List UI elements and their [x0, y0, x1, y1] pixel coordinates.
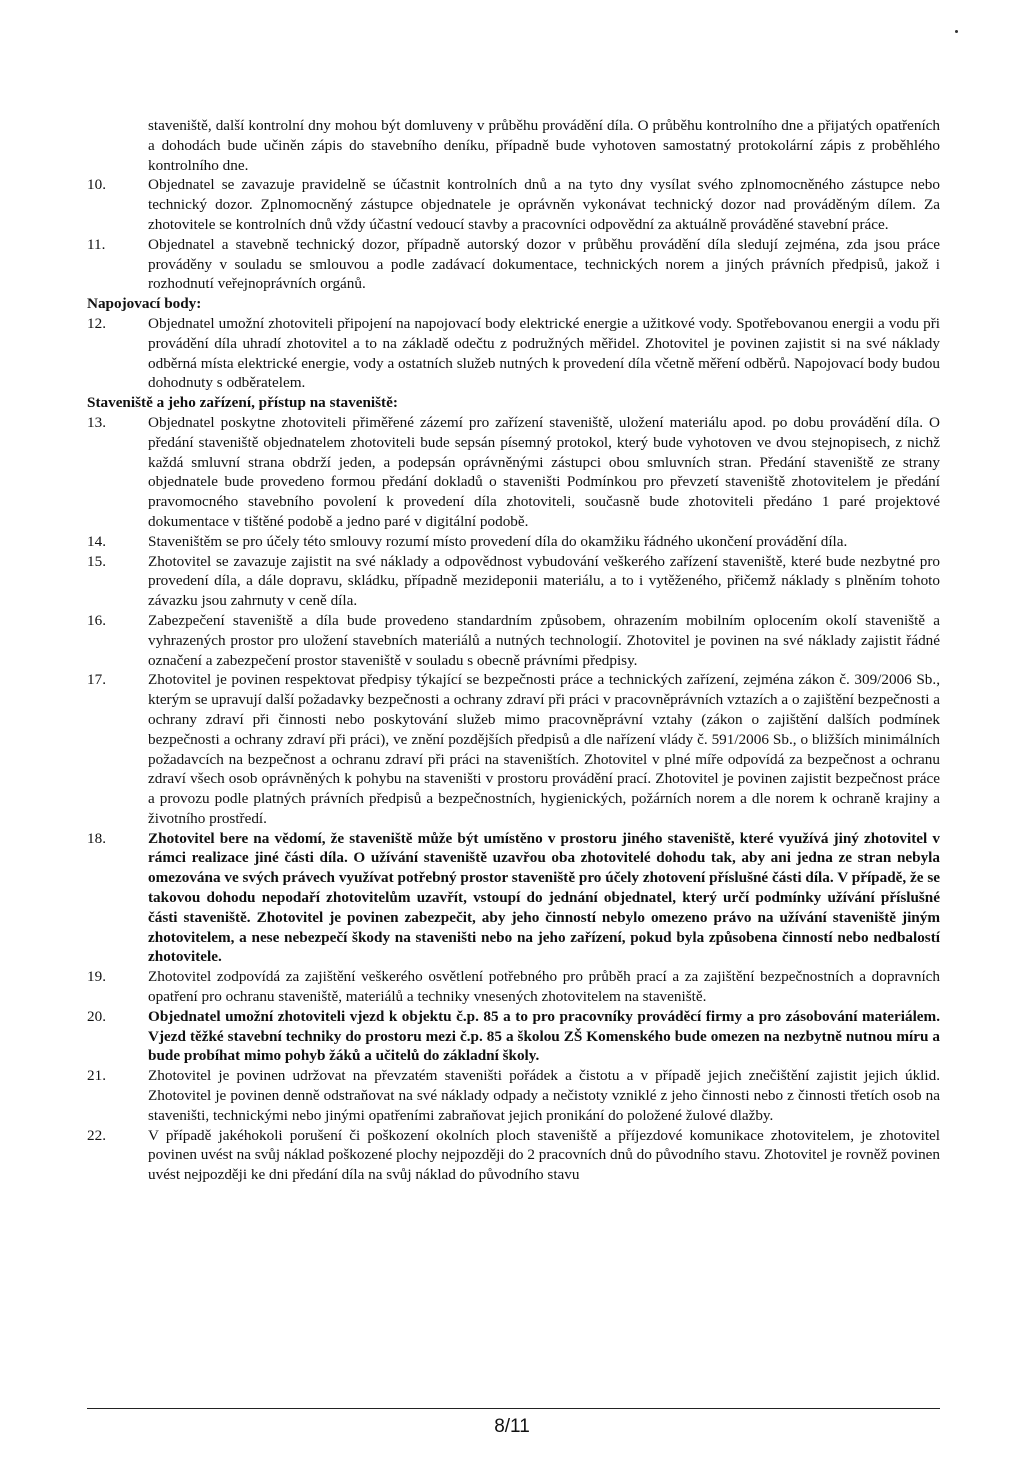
- clause-text: Objednatel a stavebně technický dozor, případně autorský dozor v průběhu provádění díla sledují zejména, zda jsou práce prováděny v souladu se smlouvou a podle zadávací dokumentace, technických norem a jiných právních předpisů, jakož i rozhodnutí veřejnoprávních orgánů.: [148, 235, 940, 293]
- clause-text: Objednatel umožní zhotoviteli připojení na napojovací body elektrické energie a užitkové vody. Spotřebovanou energii a vodu při provádění díla uhradí zhotovitel a to na základě odečtu z podružných měřidel. Zhotovitel je povinen zajistit si na své náklady odběrná místa elektrické energie, vody a ostatních služeb nutných k provedení díla včetně měření odběrů. Napojovací body budou dohodnuty s odběratelem.: [148, 314, 940, 392]
- clause-number: 11.: [87, 235, 106, 253]
- clause-text-bold: Zhotovitel bere na vědomí, že staveniště může být umístěno v prostoru jiného staveniště, které využívá jiný zhotovitel v rámci realizace jiné části díla. O užívání staveniště uzavřou oba zhotovitelé dohodu tak, aby ani jedna ze stran nebyla omezována ve svých právech využívat potřebný prostor staveniště pro účely zhotovení příslušné části díla. V případě, že se takovou dohodu nepodaří zhotovitelům uzavřít, vstoupí do jednání objednatel, který určí podmínky užívání příslušné části staveniště. Zhotovitel je povinen zabezpečit, aby jeho činností nebylo omezeno právo na užívání staveniště jiným zhotovitelem, a nese nebezpečí škody na staveništi nebo na jeho zařízení, pokud byla způsobena činností nebo nedbalostí zhotovitele.: [148, 829, 940, 966]
- clause-number: 18.: [87, 829, 106, 847]
- clause-14: [87, 532, 940, 552]
- clause-number: 21.: [87, 1067, 106, 1085]
- clause-number: 19.: [87, 968, 106, 986]
- clause-number: 15.: [87, 552, 106, 570]
- clause-number: 14.: [87, 532, 106, 550]
- clause-text-bold: Objednatel umožní zhotoviteli vjezd k objektu č.p. 85 a to pro pracovníky prováděcí firmy a pro zásobování materiálem. Vjezd těžké stavební techniky do prostoru mezi č.p. 85 a školou ZŠ Komenského bude omezen na nezbytně nutnou míru a bude probíhat mimo pohyb žáků a učitelů do základní školy.: [148, 1007, 940, 1065]
- clause-15: [87, 552, 940, 611]
- clause-text: Zhotovitel je povinen udržovat na převzatém staveništi pořádek a čistotu a v případě jejich znečištění zajistit jejich úklid. Zhotovitel je povinen denně odstraňovat na své náklady odpady a nečistoty vzniklé z jeho činnosti nebo z činnosti třetích osob na staveništi, technickými nebo jinými opatřeními zabraňovat jejich pronikání do položené žulové dlažby.: [148, 1067, 940, 1124]
- clause-16: [87, 611, 940, 670]
- clause-text: Zabezpečení staveniště a díla bude provedeno standardním způsobem, ohrazením mobilním oplocením okolí staveniště a vyhrazených prostor pro uložení stavebních materiálů a nutných technologií. Zhotovitel je povinen na své náklady zajistit řádné označení a zabezpečení prostor staveniště v souladu s obecně právními předpisy.: [148, 611, 940, 669]
- clause-text: Staveništěm se pro účely této smlouvy rozumí místo provedení díla do okamžiku řádného ukončení provádění díla.: [148, 532, 848, 550]
- clause-18: [87, 829, 940, 968]
- clause-22: [87, 1126, 940, 1185]
- clause-number: 12.: [87, 314, 106, 332]
- clause-10: [87, 175, 940, 234]
- page-content: [87, 116, 940, 1185]
- clause-number: 22.: [87, 1126, 106, 1144]
- clause-number: 20.: [87, 1007, 106, 1025]
- clause-number: 17.: [87, 671, 106, 689]
- clause-text: Zhotovitel je povinen respektovat předpisy týkající se bezpečnosti práce a technických zařízení, zejména zákon č. 309/2006 Sb., kterým se upravují další požadavky bezpečnosti a ochrany zdraví při práci v pracovněprávních vztazích a o zajištění bezpečnosti a ochrany zdraví při činnosti nebo poskytování služeb mimo pracovněprávní vztahy (zákon o zajištění dalších podmínek bezpečnosti a ochrany zdraví při práci), ve znění pozdějších předpisů a dle nařízení vlády č. 591/2006 Sb., o bližších minimálních požadavcích na bezpečnost a ochranu zdraví při práci na staveništích. Zhotovitel v plné míře odpovídá za bezpečnost a ochranu zdraví všech osob oprávněných k pohybu na staveništi v prostoru provádění prací. Zhotovitel je povinen zajistit bezpečnost práce a provozu podle platných právních předpisů a bezpečnostních, hygienických, požárních norem a dle norem k ochraně krajiny a životního prostředí.: [148, 671, 940, 827]
- clause-number: 16.: [87, 611, 106, 629]
- clause-17: [87, 670, 940, 828]
- clause-13: [87, 413, 940, 532]
- section-heading-napojovaci-body: Napojovací body:: [87, 295, 202, 313]
- section-heading-staveniste: Staveniště a jeho zařízení, přístup na staveniště:: [87, 394, 398, 412]
- clause-12: [87, 314, 940, 393]
- clause-text: Objednatel se zavazuje pravidelně se účastnit kontrolních dnů a na tyto dny vysílat svého zplnomocněného zástupce nebo technický dozor. Zplnomocněný zástupce objednatele je oprávněn vykonávat technický dozor nad prováděným dílem. Za zhotovitele se kontrolních dnů vždy účastní vedoucí stavby a pracovníci odpovědní za aktuálně prováděné stavební práce.: [148, 176, 940, 233]
- clause-20: [87, 1007, 940, 1066]
- clause-19: [87, 967, 940, 1007]
- intro-paragraph: staveniště, další kontrolní dny mohou být domluveny v průběhu provádění díla. O průběhu kontrolního dne a přijatých opatřeních a dohodách bude učiněn zápis do stavebního deníku, případně bude vyhotoven samostatný protokolární zápis z proběhlého kontrolního dne.: [148, 117, 940, 174]
- clause-text: Zhotovitel zodpovídá za zajištění veškerého osvětlení potřebného pro průběh prací a za zajištění bezpečnostních a dopravních opatření pro ochranu staveniště, materiálů a techniky vnesených zhotovitelem na staveniště.: [148, 968, 940, 1006]
- clause-text: Objednatel poskytne zhotoviteli přiměřené zázemí pro zařízení staveniště, uložení materiálu apod. po dobu provádění díla. O předání staveniště objednatelem zhotoviteli bude sepsán písemný protokol, který bude vyhotoven ve dvou stejnopisech, z nichž každá smluvní strana obdrží jeden, a podepsán oprávněnými zástupci obou smluvních stran. Předání staveniště ze strany objednatele bude provedeno formou předání dokladů o staveništi Podmínkou pro převzetí staveniště zhotovitelem je předání pravomocného stavebního povolení k provedení díla zhotoviteli, současně bude zhotoviteli předáno 1 paré projektové dokumentace v tištěné podobě a jedno paré v digitální podobě.: [148, 413, 940, 530]
- footer-divider: [87, 1408, 940, 1409]
- page-number: 8/11: [494, 1416, 530, 1437]
- clause-11: [87, 235, 940, 294]
- clause-21: [87, 1066, 940, 1125]
- clause-text: V případě jakéhokoli porušení či poškození okolních ploch staveniště a příjezdové komunikace zhotovitelem, je zhotovitel povinen uvést na svůj náklad poškozené plochy nejpozději do 2 pracovních dnů do původního stavu. Zhotovitel je rovněž povinen uvést nejpozději ke dni předání díla na svůj náklad do původního stavu: [148, 1126, 940, 1184]
- clause-number: 13.: [87, 413, 106, 431]
- clause-text: Zhotovitel se zavazuje zajistit na své náklady a odpovědnost vybudování veškerého zařízení staveniště, které bude nezbytné pro provedení díla, a dále dopravu, skládku, případně mezideponii materiálu, a to i vytěženého, přičemž náklady s plněním tohoto závazku jsou zahrnuty v ceně díla.: [148, 552, 940, 610]
- clause-number: 10.: [87, 176, 106, 194]
- scan-speck: [955, 30, 958, 33]
